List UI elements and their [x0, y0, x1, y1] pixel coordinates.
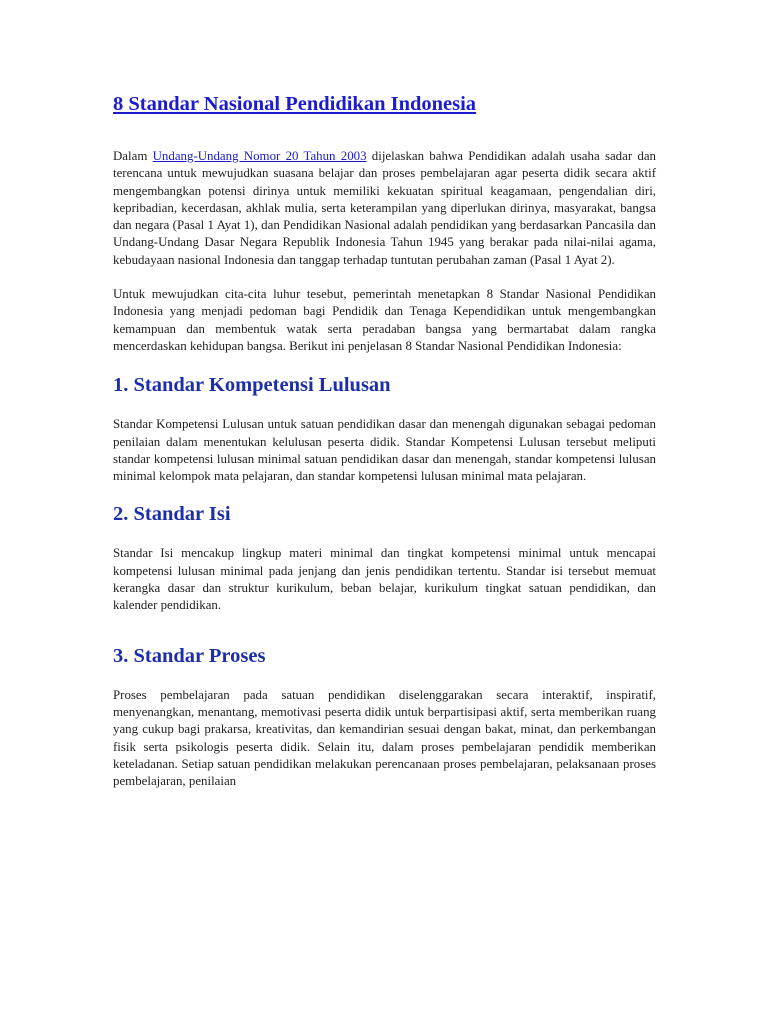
section-heading-kompetensi-lulusan: 1. Standar Kompetensi Lulusan	[113, 374, 391, 397]
intro-text-before-link: Dalam	[113, 149, 153, 163]
intro-paragraph	[113, 148, 656, 269]
document-page	[113, 88, 656, 790]
purpose-paragraph: Untuk mewujudkan cita-cita luhur tesebut, pemerintah menetapkan 8 Standar Nasional Pendidikan Indonesia yang menjadi pedoman bagi Pendidik dan Tenaga Kependidikan untuk mengembangkan kemampuan dan membentuk watak serta peradaban bangsa yang bermartabat dalam rangka mencerdaskan kehidupan bangsa. Berikut ini penjelasan 8 Standar Nasional Pendidikan Indonesia:	[113, 287, 656, 353]
section-text-kompetensi-lulusan: Standar Kompetensi Lulusan untuk satuan pendidikan dasar dan menengah digunakan sebagai pedoman penilaian dalam menentukan kelulusan peserta didik. Standar Kompetensi Lulusan tersebut meliputi standar kompetensi lulusan minimal satuan pendidikan dasar dan menengah, standar kompetensi lulusan minimal kelompok mata pelajaran, dan standar kompetensi lulusan minimal mata pelajaran.	[113, 417, 656, 484]
section-text-proses: Proses pembelajaran pada satuan pendidikan diselenggarakan secara interaktif, inspiratif, menyenangkan, menantang, memotivasi peserta didik untuk berpartisipasi aktif, serta memberikan ruang yang cukup bagi prakarsa, kreativitas, dan kemandirian sesuai dengan bakat, minat, dan perkembangan fisik serta psikologis peserta didik. Selain itu, dalam proses pembelajaran pendidik memberikan keteladanan. Setiap satuan pendidikan melakukan perencanaan proses pembelajaran, pelaksanaan proses pembelajaran, penilaian	[113, 687, 656, 789]
section-heading-isi: 2. Standar Isi	[113, 503, 231, 526]
intro-text-after-link: dijelaskan bahwa Pendidikan adalah usaha sadar dan terencana untuk mewujudkan suasana belajar dan proses pembelajaran agar peserta didik secara aktif mengembangkan potensi dirinya untuk memiliki kekuatan spiritual keagamaan, pengendalian diri, kepribadian, kecerdasan, akhlak mulia, serta keterampilan yang diperlukan dirinya, masyarakat, bangsa dan negara (Pasal 1 Ayat 1), dan Pendidikan Nasional adalah pendidikan yang berdasarkan Pancasila dan Undang-Undang Dasar Negara Republik Indonesia Tahun 1945 yang berakar pada nilai-nilai agama, kebudayaan nasional Indonesia dan tanggap terhadap tuntutan perubahan zaman (Pasal 1 Ayat 2).	[113, 149, 657, 267]
section-text-isi: Standar Isi mencakup lingkup materi minimal dan tingkat kompetensi minimal untuk mencapai kompetensi lulusan minimal pada jenjang dan jenis pendidikan tertentu. Standar isi tersebut memuat kerangka dasar dan struktur kurikulum, beban belajar, kurikulum tingkat satuan pendidikan, dan kalender pendidikan.	[113, 546, 656, 613]
section-heading-proses: 3. Standar Proses	[113, 644, 266, 667]
law-link[interactable]: Undang-Undang Nomor 20 Tahun 2003	[152, 149, 367, 163]
page-title[interactable]: 8 Standar Nasional Pendidikan Indonesia	[113, 93, 477, 115]
